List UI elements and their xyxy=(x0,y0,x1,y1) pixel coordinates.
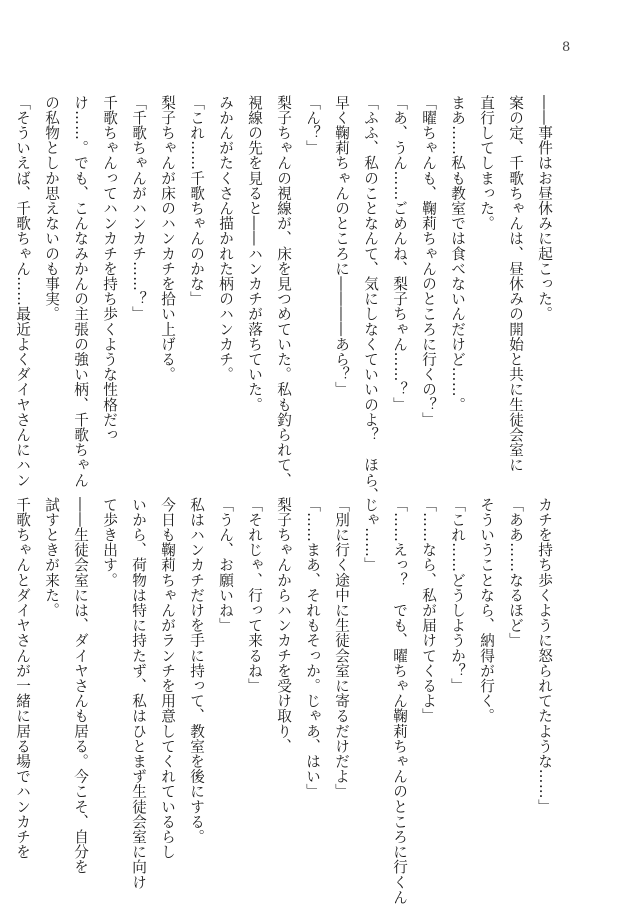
text-line: 梨子ちゃんの視線が、床を見つめていた。私も釣られて、 xyxy=(275,95,292,488)
text-line: 案の定、千歌ちゃんは、昼休みの開始と共に生徒会室に xyxy=(507,95,524,473)
text-line: け……。でも、こんなみかんの主張の強い柄、千歌ちゃん xyxy=(72,95,89,488)
text-line: みかんがたくさん描かれた柄のハンカチ。 xyxy=(217,95,234,382)
text-line: じゃ……」 xyxy=(362,497,379,573)
text-line: 今日も鞠莉ちゃんがランチを用意してくれているらし xyxy=(159,497,176,860)
text-line: 早く鞠莉ちゃんのところに――――あら？」 xyxy=(333,95,350,397)
text-line: て歩き出す。 xyxy=(101,497,118,588)
text-line: 「曜ちゃんも、鞠莉ちゃんのところに行くの？」 xyxy=(420,95,437,428)
text-line: ――生徒会室には、ダイヤさんも居る。今こそ、自分を xyxy=(72,497,89,875)
text-line: 「ああ……なるほど」 xyxy=(507,497,524,648)
text-line: そういうことなら、納得が行く。 xyxy=(478,497,495,724)
text-line: ――事件はお昼休みに起こった。 xyxy=(536,95,553,322)
text-line: 「これ……どうしようか？」 xyxy=(449,497,466,694)
text-line: まあ……私も教室では食べないんだけど……。 xyxy=(449,95,466,413)
text-line: 千歌ちゃんってハンカチを持ち歩くような性格だっ xyxy=(101,95,118,443)
text-line: 梨子ちゃんが床のハンカチを拾い上げる。 xyxy=(159,95,176,382)
text-line: 「そういえば、千歌ちゃん……最近よくダイヤさんにハン xyxy=(14,95,31,488)
text-line: 「千歌ちゃんがハンカチ……？」 xyxy=(130,95,147,322)
text-line: 「それじゃ、行って来るね」 xyxy=(246,497,263,694)
text-line: 「うん、お願いね」 xyxy=(217,497,234,633)
page-number: 8 xyxy=(562,40,571,55)
text-line: 「……まあ、それもそっか。じゃあ、はい」 xyxy=(304,497,321,799)
text-line: の私物としか思えないのも事実。 xyxy=(43,95,60,322)
text-line: 「……えっ？ でも、曜ちゃん鞠莉ちゃんのところに行くん xyxy=(391,497,408,905)
text-block-bottom xyxy=(8,497,559,905)
text-line: 千歌ちゃんとダイヤさんが一緒に居る場でハンカチを xyxy=(14,497,31,860)
text-line: 「あ、うん……ごめんね、梨子ちゃん……？」 xyxy=(391,95,408,413)
text-line: 「これ……千歌ちゃんのかな」 xyxy=(188,95,205,307)
text-line: 直行してしまった。 xyxy=(478,95,495,231)
text-block-top xyxy=(8,95,559,503)
text-line: 「別に行く途中に生徒会室に寄るだけだよ」 xyxy=(333,497,350,799)
text-line: 視線の先を見ると――ハンカチが落ちていた。 xyxy=(246,95,263,413)
text-line: 試すときが来た。 xyxy=(43,497,60,618)
text-line: カチを持ち歩くように怒られてたような……」 xyxy=(536,497,553,815)
text-line: いから、荷物は特に持たず、私はひとまず生徒会室に向け xyxy=(130,497,147,890)
text-line: 「ふふ、私のことなんて、気にしなくていいのよ？ ほら、 xyxy=(362,95,379,503)
text-line: 私はハンカチだけを手に持って、教室を後にする。 xyxy=(188,497,205,845)
text-line: 「……なら、私が届けてくるよ」 xyxy=(420,497,437,724)
text-line: 「ん？」 xyxy=(304,95,321,156)
text-line: 梨子ちゃんからハンカチを受け取り、 xyxy=(275,497,292,754)
